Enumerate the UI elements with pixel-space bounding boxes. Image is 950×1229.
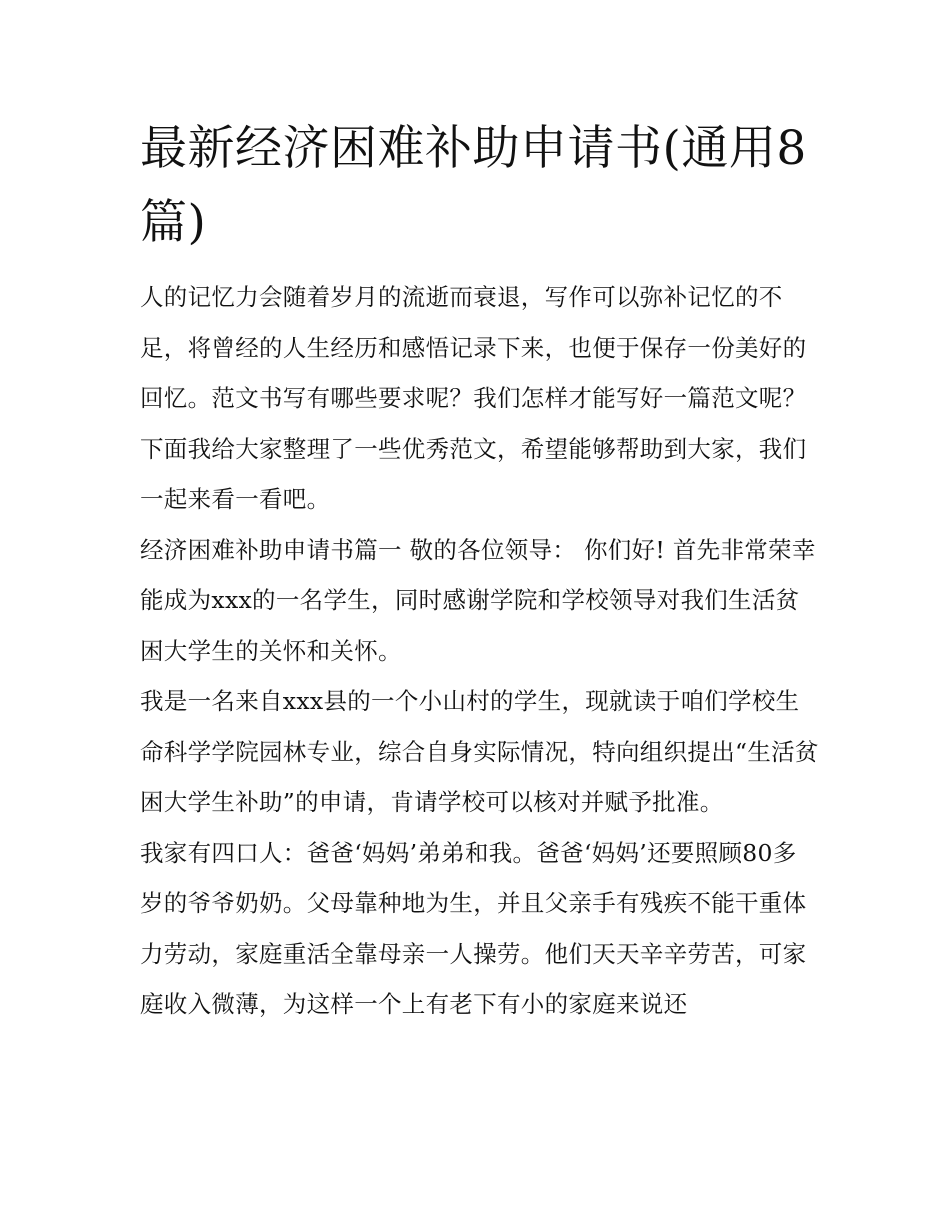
document-body — [140, 112, 820, 1030]
intro-paragraph: 人的记忆力会随着岁月的流逝而衰退，写作可以弥补记忆的不足，将曾经的人生经历和感悟记录下来，也便于保存一份美好的回忆。范文书写有哪些要求呢？我们怎样才能写好一篇范文呢？下面我给大家整理了一些优秀范文，希望能够帮助到大家，我们一起来看一看吧。 — [140, 283, 807, 513]
family-situation-paragraph: 我家有四口人：爸爸‘妈妈’弟弟和我。爸爸‘妈妈’还要照顾80多岁的爷爷奶奶。父母靠种地为生，并且父亲手有残疾不能干重体力劳动，家庭重活全靠母亲一人操劳。他们天天辛辛劳苦，可家庭收入微薄，为这样一个上有老下有小的家庭来说还 — [140, 838, 807, 1018]
applicant-background-paragraph: 我是一名来自xxx县的一个小山村的学生，现就读于咱们学校生命科学学院园林专业，综合自身实际情况，特向组织提出“生活贫困大学生补助”的申请，肯请学校可以核对并赋予批准。 — [140, 687, 819, 816]
document-title: 最新经济困难补助申请书(通用8篇) — [140, 121, 807, 250]
section-one-opening-paragraph: 经济困难补助申请书篇一 敬的各位领导： 你们好! 首先非常荣幸能成为xxx的一名学生，同时感谢学院和学校领导对我们生活贫困大学生的关怀和关怀。 — [140, 535, 816, 665]
